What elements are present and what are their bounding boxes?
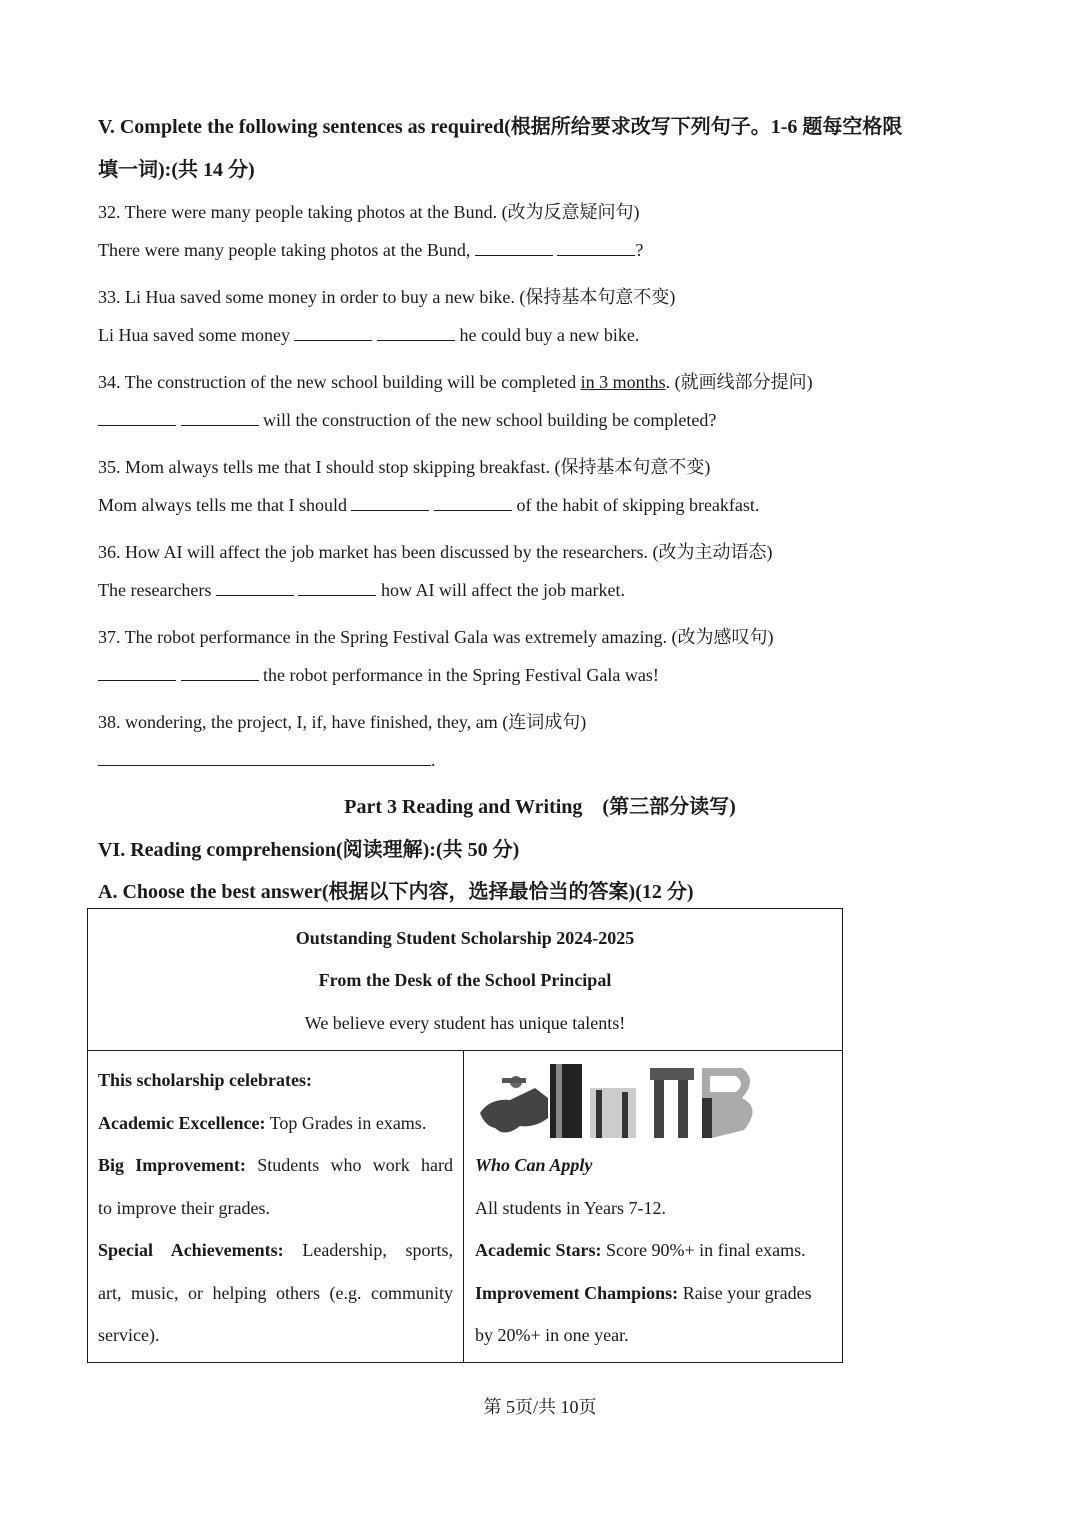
answer-blank[interactable] — [557, 241, 635, 256]
answer-blank[interactable] — [98, 751, 431, 766]
question-36-prompt: 36. How AI will affect the job market has been discussed by the researchers. (改为主动语态) — [98, 542, 773, 562]
prompt-text: 34. The construction of the new school building will be completed — [98, 372, 581, 392]
notice-column-divider — [463, 1050, 464, 1363]
answer-text: . — [431, 750, 436, 770]
part-3-title: Part 3 Reading and Writing (第三部分读写) — [344, 796, 736, 818]
section-v-heading-line1: V. Complete the following sentences as required(根据所给要求改写下列句子。1-6 题每空格限 — [98, 116, 903, 138]
notice-title: Outstanding Student Scholarship 2024-2025 — [295, 928, 635, 948]
label: Improvement Champions: — [475, 1283, 679, 1303]
question-32-prompt: 32. There were many people taking photos at the Bund. (改为反意疑问句) — [98, 202, 640, 222]
answer-text: he could buy a new bike. — [459, 325, 640, 345]
who-can-apply-text: All students in Years 7-12. — [475, 1198, 667, 1218]
big-improvement — [98, 1155, 453, 1176]
text: Leadership, sports, — [283, 1240, 454, 1260]
question-35-prompt: 35. Mom always tells me that I should stop skipping breakfast. (保持基本句意不变) — [98, 457, 711, 477]
text: Top Grades in exams. — [265, 1113, 427, 1133]
question-38-prompt: 38. wondering, the project, I, if, have finished, they, am (连词成句) — [98, 712, 587, 732]
question-38-answer — [98, 750, 436, 771]
answer-blank[interactable] — [181, 666, 259, 681]
answer-text: There were many people taking photos at the Bund, — [98, 240, 471, 260]
underlined-part: in 3 months — [580, 372, 666, 392]
notice-subtitle: From the Desk of the School Principal — [318, 970, 612, 990]
answer-blank[interactable] — [98, 411, 176, 426]
answer-blank[interactable] — [294, 326, 372, 341]
answer-text: will the construction of the new school building be completed? — [263, 410, 717, 430]
question-33-prompt: 33. Li Hua saved some money in order to buy a new bike. (保持基本句意不变) — [98, 287, 676, 307]
question-35-answer — [98, 495, 759, 516]
answer-text: The researchers — [98, 580, 212, 600]
answer-text: of the habit of skipping breakfast. — [516, 495, 760, 515]
answer-text: ? — [635, 240, 644, 260]
answer-blank[interactable] — [216, 581, 294, 596]
label: Academic Stars: — [475, 1240, 602, 1260]
page-number: 第 5页/共 10页 — [483, 1397, 597, 1417]
scholarship-illustration — [480, 1058, 765, 1146]
question-37-prompt: 37. The robot performance in the Spring Festival Gala was extremely amazing. (改为感叹句) — [98, 627, 774, 647]
question-33-answer — [98, 325, 639, 346]
who-can-apply-heading: Who Can Apply — [475, 1155, 593, 1175]
question-32-answer — [98, 240, 643, 261]
label: Special Achievements: — [98, 1240, 284, 1260]
label: Big Improvement: — [98, 1155, 246, 1175]
text: Students who work hard — [245, 1155, 454, 1175]
answer-blank[interactable] — [181, 411, 259, 426]
section-v-heading-line2: 填一词):(共 14 分) — [98, 159, 255, 181]
academic-stars — [475, 1240, 806, 1261]
answer-text: Li Hua saved some money — [98, 325, 290, 345]
academic-excellence — [98, 1113, 426, 1134]
answer-blank[interactable] — [475, 241, 553, 256]
notice-divider — [87, 1050, 843, 1051]
answer-text: how AI will affect the job market. — [380, 580, 626, 600]
answer-blank[interactable] — [377, 326, 455, 341]
question-36-answer — [98, 580, 625, 601]
answer-text: Mom always tells me that I should — [98, 495, 347, 515]
answer-blank[interactable] — [351, 496, 429, 511]
question-37-answer — [98, 665, 659, 686]
section-vi-heading: VI. Reading comprehension(阅读理解):(共 50 分) — [98, 839, 520, 861]
label: Academic Excellence: — [98, 1113, 266, 1133]
answer-blank[interactable] — [434, 496, 512, 511]
improvement-champions-cont: by 20%+ in one year. — [475, 1325, 629, 1345]
question-34-prompt — [98, 368, 813, 394]
question-34-answer — [98, 410, 716, 431]
special-achievements-end: service). — [98, 1325, 160, 1345]
prompt-text: . (就画线部分提问) — [665, 372, 813, 392]
text: Raise your grades — [678, 1283, 812, 1303]
special-achievements — [98, 1240, 453, 1261]
notice-tagline: We believe every student has unique talents! — [304, 1013, 626, 1033]
big-improvement-cont: to improve their grades. — [98, 1198, 270, 1218]
section-a-heading: A. Choose the best answer(根据以下内容，选择最恰当的答案)(12 分) — [98, 881, 694, 903]
improvement-champions — [475, 1283, 812, 1304]
scholarship-intro: This scholarship celebrates: — [98, 1070, 312, 1090]
answer-blank[interactable] — [98, 666, 176, 681]
answer-text: the robot performance in the Spring Festival Gala was! — [263, 665, 659, 685]
text: Score 90%+ in final exams. — [601, 1240, 806, 1260]
answer-blank[interactable] — [298, 581, 376, 596]
special-achievements-cont: art, music, or helping others (e.g. community — [98, 1283, 453, 1303]
